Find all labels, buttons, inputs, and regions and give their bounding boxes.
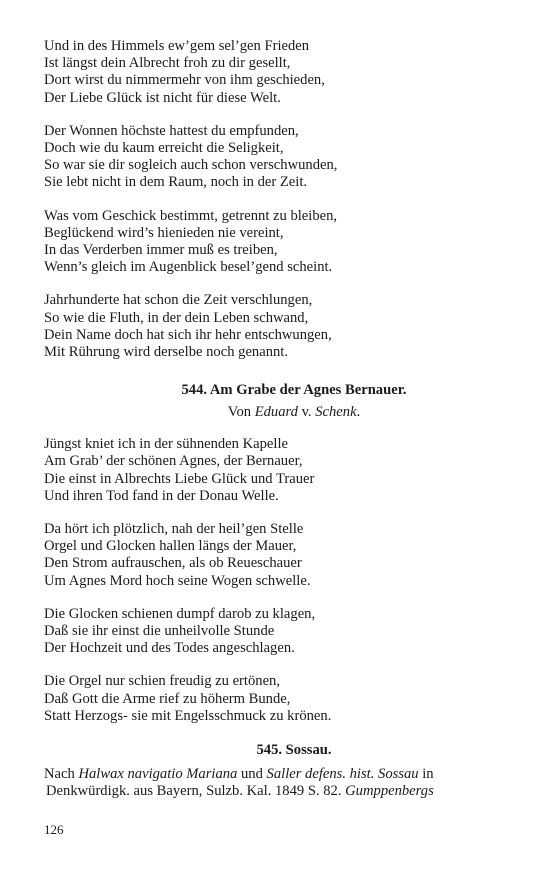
stanza-3	[44, 208, 514, 277]
verse-line: Was vom Geschick bestimmt, getrennt zu bleiben,	[44, 207, 338, 224]
byline-prefix: Von	[227, 404, 255, 421]
source-note-line-2	[44, 783, 514, 800]
verse-line: Der Wonnen höchste hattest du empfunden,	[44, 122, 299, 139]
verse-line: Der Hochzeit und des Todes angeschlagen.	[44, 640, 295, 657]
stanza-8	[44, 673, 514, 725]
verse-line: Dort wirst du nimmermehr von ihm geschieden,	[44, 72, 325, 89]
stanza-1	[44, 38, 514, 107]
verse-line: Um Agnes Mord hoch seine Wogen schwelle.	[44, 572, 311, 589]
verse-line: Den Strom aufrauschen, als ob Reueschauer	[44, 555, 302, 572]
source-note-line-1	[44, 766, 514, 783]
verse-line: Die Orgel nur schien freudig zu ertönen,	[44, 673, 280, 690]
verse-line: Am Grab’ der schönen Agnes, der Bernauer,	[44, 453, 303, 470]
verse-line: In das Verderben immer muß es treiben,	[44, 242, 278, 259]
source-title-italic: Saller defens. hist. Sossau	[266, 766, 419, 783]
verse-line: Und in des Himmels ew’gem sel’gen Frieden	[44, 38, 310, 54]
stanza-7	[44, 606, 514, 658]
page-number: 126	[44, 822, 64, 837]
verse-line: Ist längst dein Albrecht froh zu dir gesellt,	[44, 55, 291, 72]
verse-line: So war sie dir sogleich auch schon verschwunden,	[44, 157, 338, 174]
author-surname: Schenk	[315, 404, 357, 421]
byline-middle: v.	[297, 404, 316, 421]
author-byline	[44, 403, 514, 421]
verse-line: Wenn’s gleich im Augenblick besel’gend scheint.	[44, 259, 333, 276]
verse-line: Beglückend wird’s hienieden nie vereint,	[44, 224, 284, 241]
text-segment: in	[418, 766, 434, 783]
page-body	[44, 38, 514, 801]
verse-line: Die einst in Albrechts Liebe Glück und Trauer	[44, 470, 315, 487]
verse-line: Der Liebe Glück ist nicht für diese Welt.	[44, 89, 281, 106]
stanza-5	[44, 436, 514, 505]
verse-line: Orgel und Glocken hallen längs der Mauer,	[44, 538, 297, 555]
text-segment: Nach	[44, 766, 79, 783]
verse-line: Jüngst kniet ich in der sühnenden Kapelle	[44, 436, 288, 453]
verse-line: Mit Rührung wird derselbe noch genannt.	[44, 344, 288, 361]
verse-line: Sie lebt nicht in dem Raum, noch in der Zeit.	[44, 174, 308, 191]
byline-suffix: .	[356, 404, 361, 421]
stanza-6	[44, 521, 514, 590]
verse-line: Statt Herzogs- sie mit Engelsschmuck zu krönen.	[44, 707, 332, 724]
text-segment: und	[237, 766, 267, 783]
section-heading-544: 544. Am Grabe der Agnes Bernauer.	[181, 382, 407, 399]
text-segment: Denkwürdigk. aus Bayern, Sulzb. Kal. 1849 S. 82.	[46, 783, 346, 800]
verse-line: Daß sie ihr einst die unheilvolle Stunde	[44, 623, 275, 640]
verse-line: Dein Name doch hat sich ihr hehr entschwungen,	[44, 326, 332, 343]
verse-line: Jahrhunderte hat schon die Zeit verschlungen,	[44, 292, 313, 309]
section-heading-545: 545. Sossau.	[256, 742, 332, 759]
stanza-2	[44, 123, 514, 192]
verse-line: So wie die Fluth, in der dein Leben schwand,	[44, 309, 309, 326]
verse-line: Und ihren Tod fand in der Donau Welle.	[44, 487, 279, 504]
verse-line: Daß Gott die Arme rief zu höherm Bunde,	[44, 690, 291, 707]
source-title-italic: Gumppenbergs	[345, 783, 434, 800]
author-first-name: Eduard	[254, 404, 298, 421]
verse-line: Die Glocken schienen dumpf darob zu klagen,	[44, 605, 316, 622]
verse-line: Doch wie du kaum erreicht die Seligkeit,	[44, 140, 284, 157]
stanza-4	[44, 292, 514, 361]
verse-line: Da hört ich plötzlich, nah der heil’gen Stelle	[44, 521, 304, 538]
source-title-italic: Halwax navigatio Mariana	[78, 766, 238, 783]
